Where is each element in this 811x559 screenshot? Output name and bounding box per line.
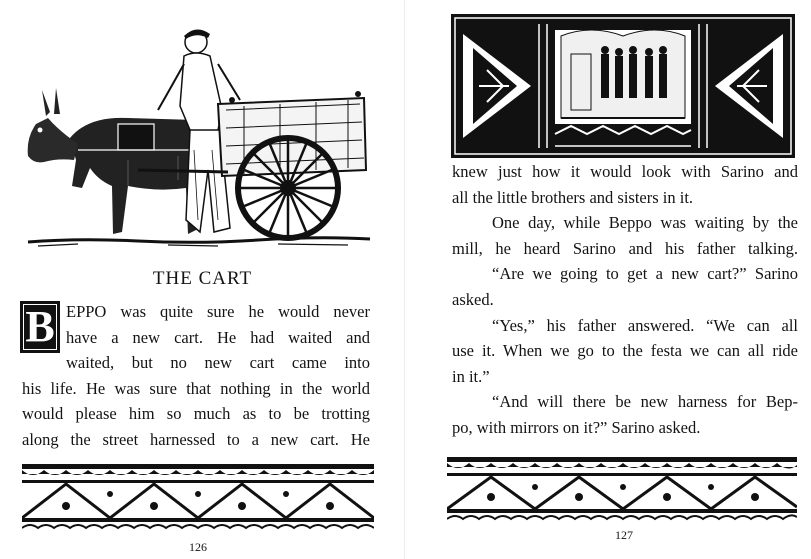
text-line: mill, he heard Sarino and his father talking. [452,238,798,258]
left-page [0,0,405,559]
donkey-cart-illustration [18,20,378,250]
decorative-border-bottom-left [22,462,374,532]
text-line: would please him so much as to be trotting [22,404,370,424]
left-body-text [22,299,370,453]
text-line: One day, while Beppo was waiting by the [492,213,798,233]
drop-cap [20,301,60,353]
text-line: “And will there be new harness for Bep- [492,392,798,412]
page-number-right: 127 [615,528,633,542]
text-line: “Yes,” his father answered. “We can all [492,315,798,335]
text-line: EPPO was quite sure he would never [66,302,370,321]
text-line: use it. When we go to the festa we can all ride [452,341,798,361]
text-line: his life. He was sure that nothing in the world [22,378,370,398]
page-number-left: 126 [189,540,207,554]
text-line: po, with mirrors on it?” Sarino asked. [452,417,701,437]
text-line: along the street harnessed to a new cart. He [22,429,370,449]
decorative-panel-top-right [451,14,795,158]
text-line: knew just how it would look with Sarino and [452,162,798,181]
text-line: all the little brothers and sisters in it. [452,187,694,207]
right-body-text [452,159,798,441]
text-line: “Are we going to get a new cart?” Sarino [492,264,798,284]
decorative-border-bottom-right [447,455,797,523]
chapter-title: THE CART [152,268,253,289]
text-line: waited, but no new cart came into [66,353,370,373]
drop-cap-letter: B [25,302,55,351]
text-line: in it.” [452,366,490,386]
text-line: have a new cart. He had waited and [66,327,370,347]
text-line: asked. [452,289,494,309]
